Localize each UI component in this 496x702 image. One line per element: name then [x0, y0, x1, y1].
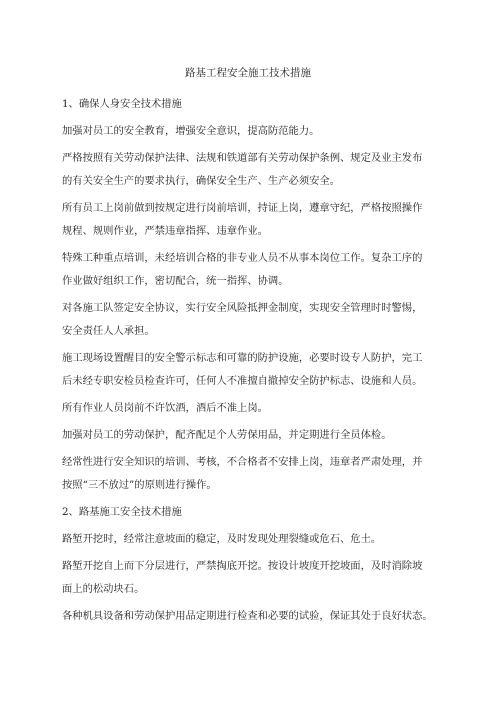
paragraph-line: 施工现场设置醒目的安全警示标志和可靠的防护设施，必要时设专人防护，完工 [62, 352, 423, 364]
paragraph-line: 按照“三不放过”的原则进行操作。 [62, 479, 217, 491]
section-heading: 1、确保人身安全技术措施 [62, 98, 182, 110]
document-title: 路基工程安全施工技术措施 [185, 67, 311, 79]
paragraph-line: 对各施工队签定安全协议，实行安全风险抵押金制度，实现安全管理时时警惕， [62, 302, 423, 314]
paragraph-line: 后未经专职安检员检查许可，任何人不准擅自撤掉安全防护标志、设施和人员。 [62, 375, 423, 387]
paragraph-line: 特殊工种重点培训，未经培训合格的非专业人员不从事本岗位工作。复杂工序的 [62, 252, 423, 264]
paragraph-line: 各种机具设备和劳动保护用品定期进行检查和必要的试验，保证其处于良好状态。 [62, 610, 433, 622]
paragraph-line: 路堑开挖时，经常注意坡面的稳定，及时发现处理裂缝或危石、危土。 [62, 533, 382, 545]
paragraph-line: 所有员工上岗前做到按规定进行岗前培训，持证上岗，遵章守纪，严格按照操作 [62, 202, 423, 214]
paragraph-line: 面上的松动块石。 [62, 583, 145, 595]
paragraph-line: 路堑开挖自上而下分层进行，严禁掏底开挖。按设计坡度开挖坡面，及时消除坡 [62, 560, 423, 572]
paragraph-line: 加强对员工的劳动保护，配齐配足个人劳保用品，并定期进行全员体检。 [62, 429, 392, 441]
paragraph-line: 严格按照有关劳动保护法律、法规和铁道部有关劳动保护条例、规定及业主发布 [62, 152, 423, 164]
paragraph-line: 作业做好组织工作，密切配合，统一指挥、协调。 [62, 275, 289, 287]
paragraph-line: 加强对员工的安全教育，增强安全意识，提高防范能力。 [62, 125, 320, 137]
paragraph-line: 所有作业人员岗前不许饮酒，酒后不准上岗。 [62, 402, 268, 414]
paragraph-line: 安全责任人人承担。 [62, 325, 155, 337]
paragraph-line: 规程、规则作业，严禁违章指挥、违章作业。 [62, 225, 268, 237]
paragraph-line: 经常性进行安全知识的培训、考核，不合格者不安排上岗，违章者严肃处理，并 [62, 456, 423, 468]
section-heading: 2、路基施工安全技术措施 [62, 506, 182, 518]
paragraph-line: 的有关安全生产的要求执行，确保安全生产、生产必须安全。 [62, 175, 341, 187]
